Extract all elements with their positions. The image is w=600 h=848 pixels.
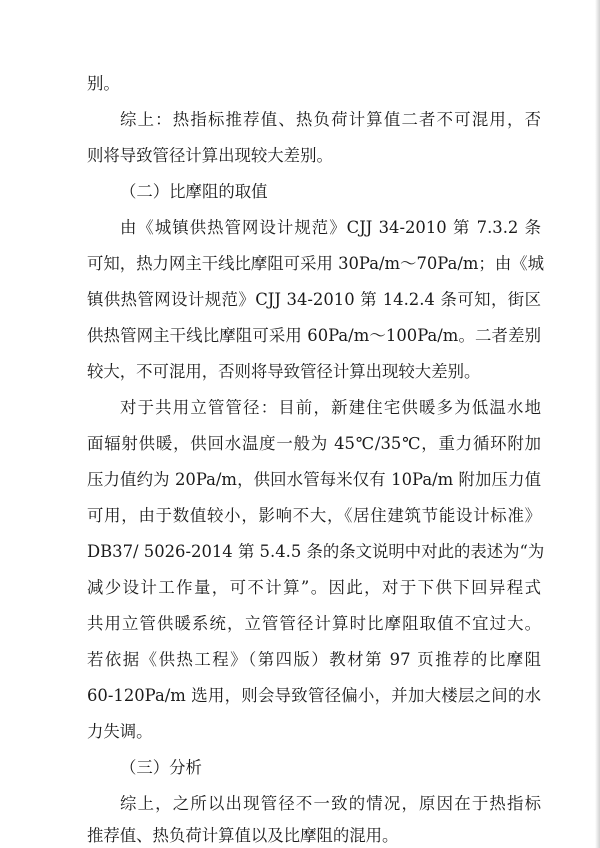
text-line-9: 较大，不可混用，否则将导致管径计算出现较大差别。 [87, 362, 481, 381]
text-line-15: 减少设计工作量，可不计算”。因此，对于下供下回异程式 [87, 578, 541, 597]
text-line-13: 可用，由于数值较小，影响不大，《居住建筑节能设计标准》 [87, 506, 541, 525]
text-line-3: 则将导致管径计算出现较大差别。 [87, 146, 333, 165]
text-line-8: 供热管网主干线比摩阻可采用 60Pa/m～100Pa/m。二者差别 [87, 326, 541, 345]
page-edge-shadow [595, 0, 600, 848]
section-heading-2: （二）比摩阻的取值 [120, 182, 268, 201]
text-line-17: 若依据《供热工程》（第四版）教材第 97 页推荐的比摩阻 [87, 650, 541, 669]
text-line-5: 由《城镇供热管网设计规范》CJJ 34-2010 第 7.3.2 条 [120, 218, 541, 237]
text-line-6: 可知，热力网主干线比摩阻可采用 30Pa/m～70Pa/m；由《城 [87, 254, 544, 273]
text-line-10: 对于共用立管管径：目前，新建住宅供暖多为低温水地 [120, 398, 541, 417]
text-line-21: 综上，之所以出现管径不一致的情况，原因在于热指标 [120, 794, 541, 813]
section-heading-3: （三）分析 [120, 758, 202, 777]
text-line-1: 别。 [87, 74, 120, 93]
text-line-16: 共用立管供暖系统，立管管径计算时比摩阻取值不宜过大。 [87, 614, 541, 633]
text-line-12: 压力值约为 20Pa/m，供回水管每米仅有 10Pa/m 附加压力值 [87, 470, 541, 489]
text-line-7: 镇供热管网设计规范》CJJ 34-2010 第 14.2.4 条可知，街区 [87, 290, 541, 309]
text-line-14: DB37/ 5026-2014 第 5.4.5 条的条文说明中对此的表述为“为 [87, 542, 545, 561]
text-line-11: 面辐射供暖，供回水温度一般为 45℃/35℃，重力循环附加 [87, 434, 541, 453]
text-line-18: 60-120Pa/m 选用，则会导致管径偏小，并加大楼层之间的水 [87, 686, 541, 705]
text-line-2: 综上：热指标推荐值、热负荷计算值二者不可混用，否 [120, 110, 541, 129]
text-line-19: 力失调。 [87, 722, 153, 741]
text-line-22: 推荐值、热负荷计算值以及比摩阻的混用。 [87, 826, 399, 845]
